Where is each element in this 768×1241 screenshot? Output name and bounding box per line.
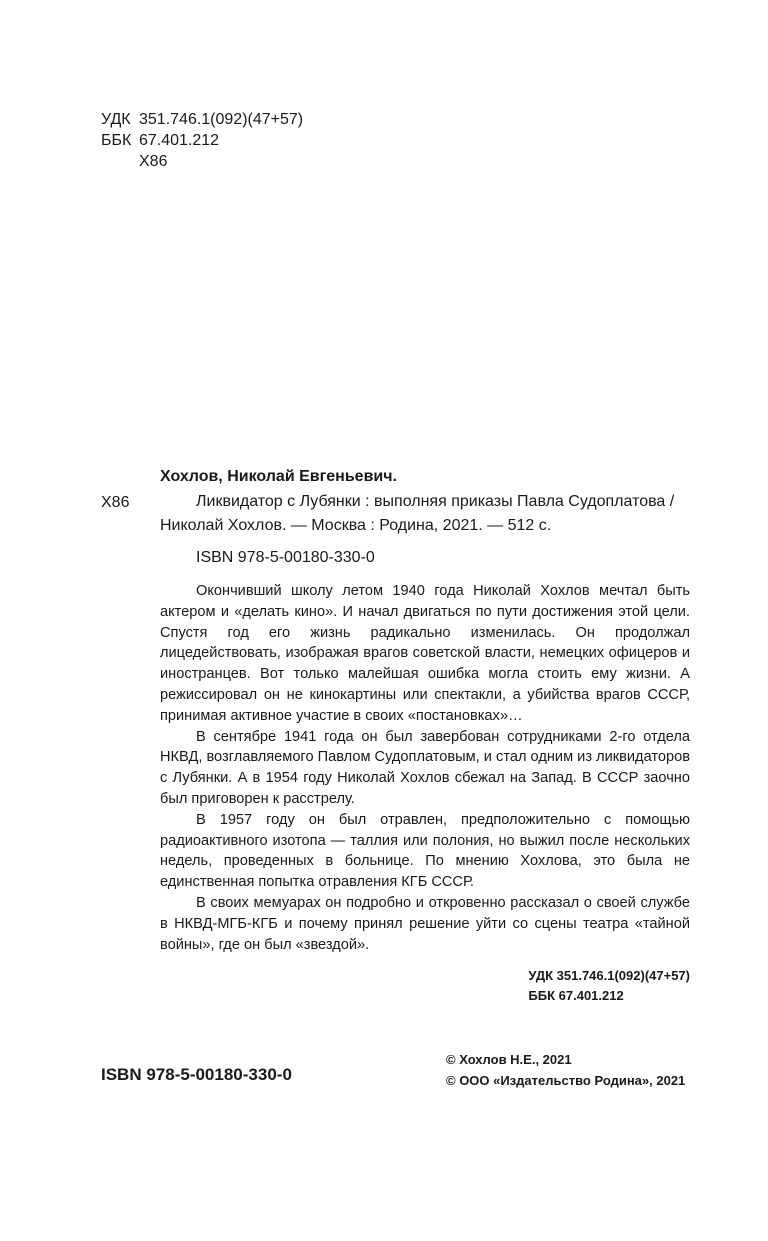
author-heading: Хохлов, Николай Евгеньевич.	[160, 468, 397, 485]
bbk-footer: ББК 67.401.212	[528, 988, 624, 1003]
bbk-row	[101, 130, 303, 151]
cutter-code-record: Х86	[101, 494, 130, 511]
bbk-label: ББК	[101, 132, 132, 149]
copyright-author: © Хохлов Н.Е., 2021	[446, 1052, 572, 1067]
annotation-paragraph: В 1957 году он был отравлен, предположительно с помощью радиоактивного изотопа — таллия или полония, но выжил после нескольких недель, проведенных в больнице. По мнению Хохлова, это была не единственная попытка отравления КГБ СССР.	[160, 811, 690, 891]
annotation-paragraph: В своих мемуарах он подробно и откровенно рассказал о своей службе в НКВД-МГБ-КГБ и почему принял решение уйти со сцены театра «тайной войны», где он был «звездой».	[160, 894, 690, 953]
isbn-record: ISBN 978-5-00180-330-0	[196, 549, 375, 566]
bibliographic-description	[160, 490, 690, 538]
classification-codes-header	[101, 109, 303, 172]
copyright-publisher: © ООО «Издательство Родина», 2021	[446, 1073, 686, 1088]
annotation-paragraph: Окончивший школу летом 1940 года Николай Хохлов мечтал быть актером и «делать кино». И начал двигаться по пути достижения этой цели. Спустя год его жизнь радикально изменилась. Он продолжал лицедействовать, изображая врагов советской власти, немецких офицеров и иностранцев. Вот только малейшая ошибка могла стоить ему жизни. А режиссировал он не кинокартины или спектакли, а убийства врагов СССР, принимая активное участие в своих «постановках»…	[160, 583, 690, 724]
udk-label: УДК	[101, 111, 131, 128]
udk-value: 351.746.1(092)(47+57)	[139, 111, 304, 128]
bbk-value: 67.401.212	[139, 132, 220, 149]
udk-row	[101, 109, 303, 130]
classification-codes-footer	[528, 966, 690, 1006]
cutter-code-top: Х86	[139, 153, 168, 170]
udk-footer: УДК 351.746.1(092)(47+57)	[528, 968, 690, 983]
isbn-main: ISBN 978-5-00180-330-0	[101, 1065, 292, 1084]
title-line-1: Ликвидатор с Лубянки : выполняя приказы Павла Судоплатова /	[196, 493, 675, 510]
annotation-text	[160, 581, 690, 955]
copyright-block	[446, 1049, 685, 1091]
title-line-2: Николай Хохлов. — Москва : Родина, 2021. — 512 с.	[160, 517, 552, 534]
annotation-paragraph: В сентябре 1941 года он был завербован сотрудниками 2-го отдела НКВД, возглавляемого Павлом Судоплатовым, и стал одним из ликвидаторов с Лубянки. А в 1954 году Николай Хохлов сбежал на Запад. В СССР заочно был приговорен к расстрелу.	[160, 728, 690, 807]
